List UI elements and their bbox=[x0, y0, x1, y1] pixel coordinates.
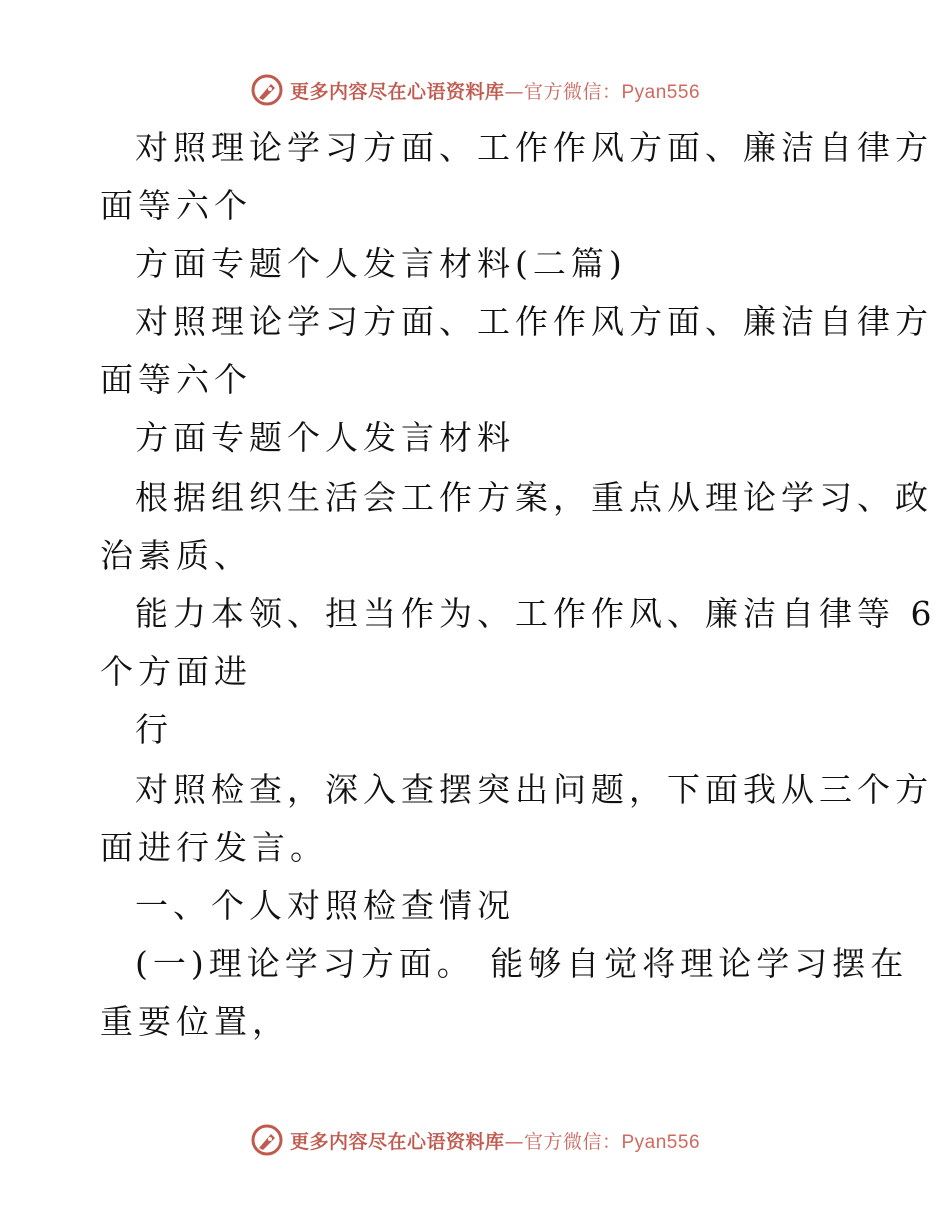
pen-nib-logo-icon bbox=[250, 1123, 284, 1157]
text-line: 能力本领、担当作为、工作作风、廉洁自律等 6 bbox=[135, 594, 937, 633]
pen-nib-logo-icon bbox=[250, 73, 284, 107]
text-line: 面进行发言。 bbox=[100, 828, 328, 867]
watermark-official-text: 官方微信： bbox=[523, 1130, 622, 1153]
watermark-id-text: Pyan556 bbox=[621, 1131, 701, 1153]
watermark-dash: — bbox=[504, 80, 524, 103]
text-line: 治素质、 bbox=[100, 536, 252, 575]
header-watermark-banner bbox=[0, 70, 950, 110]
watermark-text bbox=[290, 1127, 700, 1154]
watermark-main-text: 更多内容尽在心语资料库 bbox=[289, 1130, 505, 1153]
text-line: 对照理论学习方面、工作作风方面、廉洁自律方 bbox=[135, 128, 933, 167]
text-line: 重要位置， bbox=[100, 1002, 290, 1041]
text-line: 行 bbox=[135, 710, 173, 749]
watermark-official-text: 官方微信： bbox=[523, 80, 622, 103]
text-line: 方面专题个人发言材料(二篇) bbox=[135, 244, 627, 283]
text-line: 面等六个 bbox=[100, 186, 252, 225]
text-line: 个方面进 bbox=[100, 652, 252, 691]
watermark-id-text: Pyan556 bbox=[621, 81, 701, 103]
text-line: 一、个人对照检查情况 bbox=[135, 886, 515, 925]
text-line: (一)理论学习方面。 能够自觉将理论学习摆在 bbox=[135, 944, 909, 983]
footer-watermark-banner bbox=[0, 1120, 950, 1160]
watermark-main-text: 更多内容尽在心语资料库 bbox=[289, 80, 505, 103]
text-line: 方面专题个人发言材料 bbox=[135, 418, 515, 457]
watermark-text bbox=[290, 77, 700, 104]
text-line: 面等六个 bbox=[100, 360, 252, 399]
text-line: 对照检查，深入查摆突出问题，下面我从三个方 bbox=[135, 770, 933, 809]
text-line: 对照理论学习方面、工作作风方面、廉洁自律方 bbox=[135, 302, 933, 341]
text-line: 根据组织生活会工作方案，重点从理论学习、政 bbox=[135, 478, 933, 517]
watermark-dash: — bbox=[504, 1130, 524, 1153]
